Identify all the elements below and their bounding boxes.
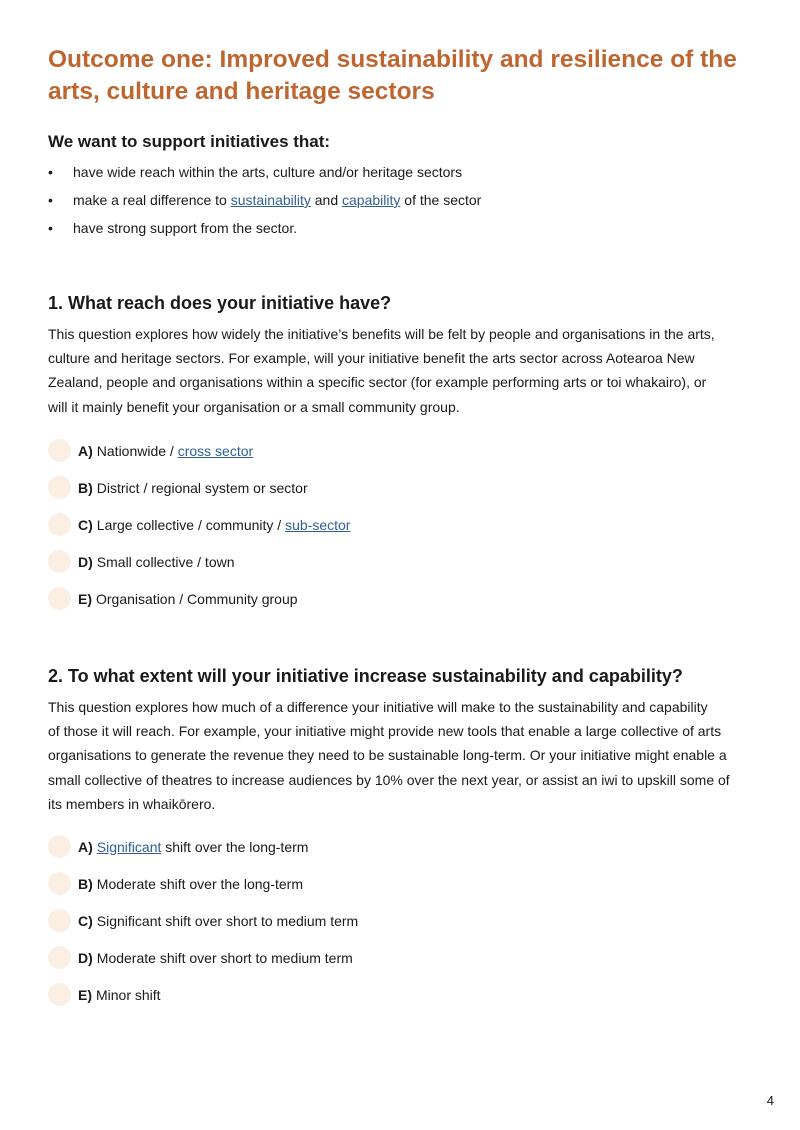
option-a[interactable] [48, 432, 350, 469]
option-text: Nationwide / [96, 442, 174, 459]
option-a[interactable] [48, 828, 358, 865]
text-line: culture and heritage sectors. For example, will your initiative benefit the arts sector across Aotearoa New [48, 350, 695, 367]
option-letter: E) [78, 986, 92, 1003]
page-title: Outcome one: Improved sustainability and resilience of the arts, culture and heritage sectors [48, 46, 737, 105]
text-line: will it mainly benefit your organisation or a small community group. [48, 398, 460, 415]
list-item-text: and [310, 192, 343, 208]
option-text: Large collective / community / [96, 516, 282, 533]
option-letter: D) [78, 553, 93, 570]
text-line: Zealand, people and organisations within a specific sector (for example performing arts or toi whakairo), or [48, 374, 707, 391]
option-text: District / regional system or sector [96, 479, 308, 496]
page-number: 4 [766, 1093, 774, 1108]
list-item-text: of the sector [400, 192, 482, 208]
option-text: Moderate shift over short to medium term [96, 949, 353, 966]
text-line: This question explores how widely the initiative’s benefits will be felt by people and organisations in the arts, [48, 326, 715, 342]
sub-sector-link[interactable]: sub-sector [285, 516, 351, 533]
radio-icon[interactable] [48, 513, 71, 536]
radio-icon[interactable] [48, 872, 71, 895]
cross-sector-link[interactable]: cross sector [177, 442, 254, 459]
text-line: This question explores how much of a difference your initiative will make to the sustainability and capability [48, 699, 708, 715]
radio-icon[interactable] [48, 439, 71, 462]
option-text: Organisation / Community group [96, 590, 298, 607]
question-1-options [48, 432, 350, 617]
option-e[interactable] [48, 976, 358, 1013]
option-b[interactable] [48, 865, 358, 902]
option-c[interactable] [48, 902, 358, 939]
radio-icon[interactable] [48, 983, 71, 1006]
option-letter: B) [78, 875, 93, 892]
bullet-icon: • [48, 192, 53, 208]
question-1-description [48, 322, 768, 419]
radio-icon[interactable] [48, 587, 71, 610]
option-letter: A) [78, 838, 93, 855]
list-item-text: have strong support from the sector. [73, 220, 298, 236]
intro-heading: We want to support initiatives that: [48, 132, 331, 151]
capability-link[interactable]: capability [342, 192, 401, 208]
significant-link[interactable]: Significant [96, 838, 162, 855]
option-b[interactable] [48, 469, 350, 506]
option-text: Small collective / town [96, 553, 235, 570]
radio-icon[interactable] [48, 476, 71, 499]
question-2-options [48, 828, 358, 1013]
option-letter: C) [78, 912, 93, 929]
option-d[interactable] [48, 543, 350, 580]
question-1-heading: 1. What reach does your initiative have? [48, 293, 392, 313]
radio-icon[interactable] [48, 835, 71, 858]
radio-icon[interactable] [48, 946, 71, 969]
radio-icon[interactable] [48, 550, 71, 573]
bullet-icon: • [48, 164, 53, 180]
option-letter: A) [78, 442, 93, 459]
option-letter: E) [78, 590, 92, 607]
question-2-description [48, 695, 768, 816]
text-line: its members in whaikōrero. [48, 795, 216, 812]
list-item [48, 216, 481, 244]
option-letter: C) [78, 516, 93, 533]
option-letter: B) [78, 479, 93, 496]
bullet-icon: • [48, 220, 53, 236]
option-e[interactable] [48, 580, 350, 617]
option-text: Moderate shift over the long-term [96, 875, 303, 892]
text-line: of those it will reach. For example, your initiative might provide new tools that enable a large collective of arts [48, 723, 722, 740]
option-text: shift over the long-term [161, 838, 309, 855]
list-item [48, 160, 481, 188]
option-c[interactable] [48, 506, 350, 543]
option-d[interactable] [48, 939, 358, 976]
criteria-list [48, 160, 481, 244]
sustainability-link[interactable]: sustainability [230, 192, 311, 208]
radio-icon[interactable] [48, 909, 71, 932]
list-item-text: have wide reach within the arts, culture and/or heritage sectors [73, 164, 463, 180]
option-letter: D) [78, 949, 93, 966]
list-item [48, 188, 481, 216]
question-2-heading: 2. To what extent will your initiative increase sustainability and capability? [48, 666, 683, 686]
option-text: Minor shift [96, 986, 161, 1003]
list-item-text: make a real difference to [73, 192, 231, 208]
option-text: Significant shift over short to medium term [96, 912, 359, 929]
text-line: small collective of theatres to increase audiences by 10% over the next year, or assist an iwi to upskill some of [48, 771, 730, 788]
text-line: organisations to generate the revenue they need to be sustainable long-term. Or your initiative might enable a [48, 747, 727, 764]
